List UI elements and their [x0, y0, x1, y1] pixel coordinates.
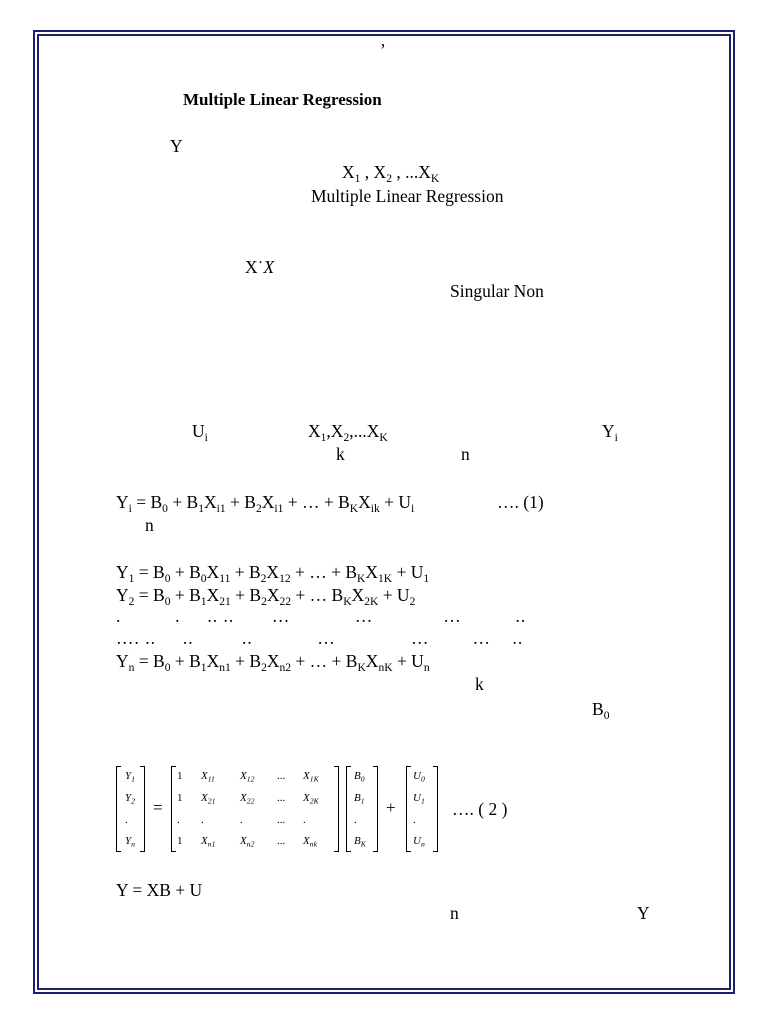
- xtx-label: X˙X: [245, 257, 275, 277]
- sys-row2-term-1-base: = B: [134, 585, 165, 605]
- x-matrix-entry: [277, 792, 285, 804]
- u-vector-entry-base: U: [413, 792, 421, 804]
- y-vector-entry: [125, 814, 128, 826]
- system-row-2: [116, 585, 416, 609]
- sys-rown-term-3-base: X: [206, 651, 220, 671]
- eq1-term-1-subscript: 1: [198, 503, 205, 516]
- sys-row1-term-4-base: + B: [230, 562, 261, 582]
- x-matrix-entry: [303, 792, 319, 804]
- u-i-label: $U_i$: [192, 421, 208, 445]
- sys-row2-term-4-subscript: 2: [261, 596, 267, 609]
- sys-row2-term-7-subscript: 2K: [364, 596, 379, 609]
- x-matrix-entry-subscript: n2: [246, 839, 255, 849]
- x-matrix-entry: [303, 814, 306, 826]
- b-vector-entry-base: B: [354, 792, 361, 804]
- eq1-term-3-subscript: 2: [255, 503, 262, 516]
- top-mark: ʼ: [380, 40, 386, 60]
- x-matrix-entry-base: ...: [277, 814, 286, 826]
- x-matrix-entry: [240, 835, 254, 847]
- sys-rown-term-8-base: + U: [392, 651, 424, 671]
- equation-1-number: …. (1): [497, 492, 544, 512]
- sys-rown-term-2-base: + B: [170, 651, 201, 671]
- x-matrix-entry-subscript: 1K: [309, 774, 319, 784]
- sys-row2-term-2-subscript: 1: [200, 596, 207, 609]
- eq1-term-2-base: X: [204, 492, 217, 512]
- x-matrix-entry-subscript: nk: [309, 839, 317, 849]
- b-vector-entry: [354, 835, 366, 847]
- x-matrix-entry: [201, 835, 215, 847]
- y-vector-entry: [125, 792, 135, 804]
- sys-rown-term-0-subscript: n: [128, 662, 135, 675]
- x-matrix-entry-subscript: 12: [246, 774, 255, 784]
- sys-rown-term-4-subscript: 2: [261, 662, 267, 675]
- u-vector-entry: [413, 814, 416, 826]
- b-vector-entry-base: .: [354, 814, 357, 826]
- u-vector-entry: [413, 835, 425, 847]
- sys-rown-term-7-base: X: [365, 651, 379, 671]
- u-vector-entry-base: U: [413, 770, 421, 782]
- b-vector-entry-base: B: [354, 835, 361, 847]
- x-matrix-entry-base: ...: [277, 770, 286, 782]
- sys-row2-term-6-subscript: K: [343, 596, 352, 609]
- y-vector-entry-subscript: 1: [131, 774, 135, 784]
- sys-rown-term-6-subscript: K: [357, 662, 366, 675]
- b0-note: $B_0$: [592, 699, 610, 723]
- eq1-term-6-base: X: [358, 492, 371, 512]
- x-matrix-entry-base: X: [201, 835, 208, 847]
- sys-row2-term-8-base: + U: [378, 585, 410, 605]
- y-vector-entry-subscript: 2: [131, 796, 135, 806]
- footer-n: n: [450, 903, 459, 923]
- sys-row2-term-0-base: Y: [116, 585, 129, 605]
- b-vector-entry-base: B: [354, 770, 361, 782]
- x-matrix-entry-base: X: [303, 835, 310, 847]
- x-matrix-entry: [277, 814, 285, 826]
- b-vector-entry-subscript: 0: [360, 774, 365, 784]
- sys-row1-term-4-subscript: 2: [260, 573, 267, 586]
- eq1-term-4-subscript: i1: [274, 503, 284, 516]
- eq1-term-0-subscript: 0: [162, 503, 168, 516]
- x-matrix-entry-subscript: 21: [207, 796, 216, 806]
- eq1-term-0-base: = B: [131, 492, 163, 512]
- sys-row1-term-1-subscript: 0: [164, 573, 171, 586]
- equation-1-n-note: n: [145, 515, 154, 535]
- y-vector-entry-base: Y: [125, 835, 132, 847]
- u-vector-entry-subscript: 0: [420, 774, 425, 784]
- x-matrix-entry: [277, 770, 285, 782]
- x-matrix-entry: [240, 792, 254, 804]
- matrix-equals: =: [153, 798, 163, 817]
- x-matrix-entry-base: X: [201, 792, 208, 804]
- sys-row1-term-2-subscript: 0: [200, 573, 207, 586]
- sys-row1-term-0-subscript: 1: [128, 573, 135, 586]
- sys-row2-term-0-subscript: 2: [128, 596, 135, 609]
- sys-row2-term-7-base: X: [351, 585, 365, 605]
- sys-row1-term-0-base: Y: [116, 562, 129, 582]
- x-matrix-entry-base: 1: [177, 770, 183, 782]
- sys-row1-term-1-base: = B: [134, 562, 165, 582]
- x-sequence: $X_1$ , $X_2$ , $...X_K$: [342, 162, 440, 186]
- sys-row2-term-4-base: + B: [230, 585, 262, 605]
- singular-non: Singular Non: [450, 281, 544, 301]
- eq1-term-1-base: + B: [167, 492, 199, 512]
- x-matrix-entry: [177, 770, 183, 782]
- y-vector-entry-subscript: n: [131, 839, 135, 849]
- equation-1: $Y_i = B_0 + B_1X_{i1} + B_2X_{i1}$ + … + $B_KX_{ik} + U_i$: [116, 492, 415, 516]
- sys-rown-term-1-subscript: 0: [164, 662, 171, 675]
- x-matrix-entry-base: .: [240, 814, 243, 826]
- eq1-term-3-base: + B: [225, 492, 256, 512]
- compact-equation: Y = XB + U: [116, 880, 203, 900]
- system-row-1: [116, 562, 430, 586]
- x-matrix-entry-subscript: n1: [207, 839, 216, 849]
- matrix-plus: +: [386, 798, 396, 817]
- u-vector-entry: [413, 770, 425, 782]
- eq1-term-4-base: X: [261, 492, 275, 512]
- equation-2-number: …. ( 2 ): [452, 799, 508, 819]
- x-matrix-entry-base: .: [201, 814, 204, 826]
- eq1-term-7-subscript: i: [411, 503, 415, 516]
- y-vector-entry-base: Y: [125, 770, 132, 782]
- n-label: n: [461, 444, 470, 464]
- b-vector-entry: [354, 792, 365, 804]
- eq1-term-5-base: + … + B: [283, 492, 350, 512]
- x-matrix-entry-base: 1: [177, 792, 183, 804]
- y-vector-entry-base: .: [125, 814, 128, 826]
- eq1-term-5-subscript: K: [349, 503, 359, 516]
- sys-row1-term-5-subscript: 12: [279, 573, 291, 586]
- x-matrix-entry-base: X: [303, 792, 310, 804]
- x-matrix-entry: [240, 770, 254, 782]
- x-matrix-entry-base: .: [303, 814, 306, 826]
- x-matrix-entry-base: X: [303, 770, 310, 782]
- sys-row1-term-6-subscript: K: [357, 573, 366, 586]
- sys-row1-term-7-base: X: [365, 562, 379, 582]
- sys-row1-term-3-base: X: [206, 562, 220, 582]
- sys-row1-term-5-base: X: [266, 562, 280, 582]
- sys-row2-term-3-base: X: [206, 585, 220, 605]
- sys-row2-term-6-base: + … B: [291, 585, 344, 605]
- eq1-term-2-subscript: i1: [216, 503, 226, 516]
- y-vector-entry: [125, 770, 135, 782]
- eq1-term-6-subscript: ik: [370, 503, 380, 516]
- x-matrix-entry-base: ...: [277, 792, 286, 804]
- footer-y: Y: [637, 903, 650, 923]
- x-matrix-entry: [240, 814, 243, 826]
- sys-row2-term-3-subscript: 21: [219, 596, 231, 609]
- sys-rown-term-2-subscript: 1: [200, 662, 207, 675]
- sys-row1-term-2-base: + B: [170, 562, 201, 582]
- u-vector-entry-subscript: n: [420, 839, 425, 849]
- sys-row2-term-1-subscript: 0: [164, 596, 171, 609]
- b-vector-entry: [354, 814, 357, 826]
- x-matrix-entry-base: X: [201, 770, 208, 782]
- y-vector-entry-base: Y: [125, 792, 132, 804]
- x-matrix-entry-base: ...: [277, 835, 286, 847]
- x-matrix-entry: [201, 770, 215, 782]
- y-vector-entry: [125, 835, 135, 847]
- x-matrix-entry-base: X: [240, 770, 247, 782]
- x-matrix-entry: [201, 792, 215, 804]
- sys-row2-term-5-subscript: 22: [279, 596, 292, 609]
- x-matrix-entry-base: .: [177, 814, 180, 826]
- sys-row1-term-3-subscript: 11: [219, 573, 231, 586]
- b-vector-entry-subscript: 1: [360, 796, 365, 806]
- x-matrix-entry-subscript: 11: [207, 774, 215, 784]
- sys-row2-term-8-subscript: 2: [409, 596, 416, 609]
- u-vector-entry-base: .: [413, 814, 416, 826]
- x-list: $X_1,X_2,...X_K$: [308, 421, 388, 445]
- y-label: Y: [170, 136, 183, 156]
- x-matrix-entry-base: X: [240, 835, 247, 847]
- sys-row2-term-5-base: X: [266, 585, 280, 605]
- sys-rown-term-3-subscript: n1: [219, 662, 231, 675]
- x-matrix-entry: [277, 835, 285, 847]
- sys-row1-term-7-subscript: 1K: [378, 573, 393, 586]
- system-dots-2: …. .. .. .. … … … ..: [116, 628, 524, 648]
- x-matrix-entry-subscript: 2K: [309, 796, 319, 806]
- x-matrix-entry-base: 1: [177, 835, 183, 847]
- section-title: Multiple Linear Regression: [183, 90, 382, 109]
- x-matrix-entry-subscript: 22: [246, 796, 255, 806]
- system-dots-1: . . .. .. … … … ..: [116, 606, 527, 626]
- x-matrix-entry: [177, 835, 183, 847]
- b-vector-entry-subscript: K: [360, 839, 366, 849]
- sys-row1-term-8-base: + U: [392, 562, 424, 582]
- x-matrix-entry-base: X: [240, 792, 247, 804]
- sys-rown-term-0-base: Y: [116, 651, 129, 671]
- system-row-n: [116, 651, 430, 675]
- sys-row1-term-6-base: + … + B: [290, 562, 358, 582]
- x-matrix-entry: [201, 814, 204, 826]
- eq1-term-7-base: + U: [379, 492, 411, 512]
- mlr-label: Multiple Linear Regression: [311, 186, 504, 206]
- x-matrix-entry: [177, 814, 180, 826]
- x-matrix-entry: [177, 792, 183, 804]
- sys-rown-term-7-subscript: nK: [378, 662, 393, 675]
- u-vector-entry: [413, 792, 425, 804]
- sys-rown-term-1-base: = B: [134, 651, 165, 671]
- u-vector-entry-subscript: 1: [420, 796, 425, 806]
- sys-row2-term-2-base: + B: [170, 585, 201, 605]
- sys-rown-term-5-subscript: n2: [279, 662, 292, 675]
- x-matrix-entry: [303, 770, 319, 782]
- sys-rown-term-8-subscript: n: [423, 662, 430, 675]
- b-vector-entry: [354, 770, 365, 782]
- u-vector-entry-base: U: [413, 835, 421, 847]
- k-label: k: [336, 444, 345, 464]
- x-matrix-entry: [303, 835, 317, 847]
- sys-rown-term-6-base: + … + B: [291, 651, 358, 671]
- system-k-note: k: [475, 674, 484, 694]
- sys-rown-term-4-base: + B: [230, 651, 262, 671]
- y-i-label: $Y_i$: [602, 421, 618, 445]
- sys-row1-term-8-subscript: 1: [423, 573, 430, 586]
- sys-rown-term-5-base: X: [266, 651, 280, 671]
